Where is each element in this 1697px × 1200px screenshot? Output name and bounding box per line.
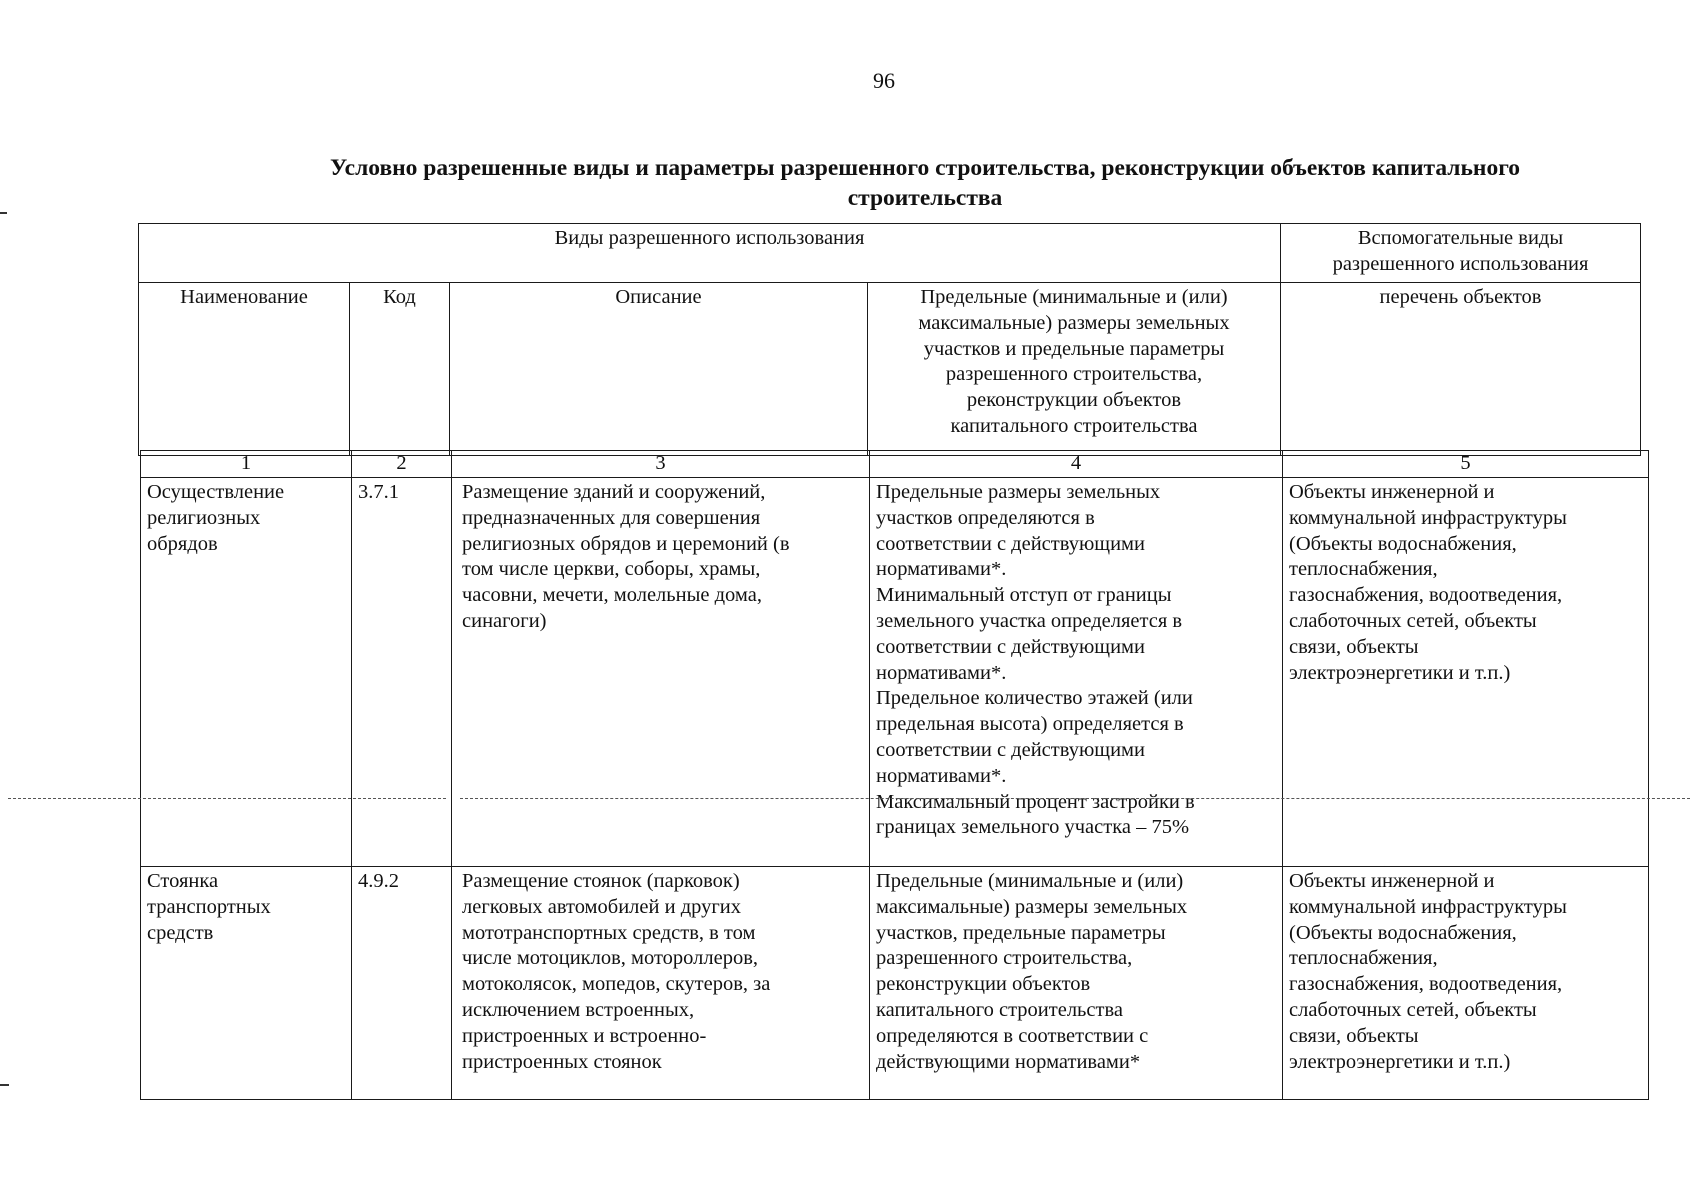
cell-line: транспортных bbox=[147, 895, 271, 918]
cell-line: нормативами*. bbox=[876, 661, 1007, 684]
margin-mark bbox=[0, 1084, 9, 1086]
cell-line: Предельные (минимальные и (или) bbox=[876, 870, 1184, 892]
cell-line: Осуществление bbox=[147, 481, 285, 503]
table-row bbox=[141, 867, 1649, 1100]
page-number: 96 bbox=[873, 68, 895, 93]
cell-line: связи, объекты bbox=[1289, 1024, 1419, 1047]
cell-line: определяются в соответствии с bbox=[876, 1024, 1149, 1047]
cell-line: нормативами*. bbox=[876, 764, 1007, 787]
cell-description bbox=[452, 867, 870, 1100]
cell-line: мотоколясок, мопедов, скутеров, за bbox=[462, 973, 771, 996]
cell-line: Объекты инженерной и bbox=[1289, 870, 1495, 892]
header-limits-line: максимальные) размеры земельных bbox=[918, 311, 1230, 334]
header-limits-line: капитального строительства bbox=[950, 414, 1198, 437]
cell-line: максимальные) размеры земельных bbox=[876, 895, 1188, 918]
column-number: 2 bbox=[352, 451, 452, 478]
cell-line: соответствии с действующими bbox=[876, 635, 1145, 658]
column-number: 3 bbox=[452, 451, 870, 478]
cell-aux bbox=[1283, 478, 1649, 867]
cell-line: теплоснабжения, bbox=[1289, 558, 1438, 581]
cell-line: Размещение зданий и сооружений, bbox=[462, 481, 766, 503]
header-limits-line: участков и предельные параметры bbox=[923, 337, 1225, 360]
header-limits-line: реконструкции объектов bbox=[966, 389, 1182, 412]
cell-line: Стоянка bbox=[147, 870, 219, 892]
cell-line: Объекты инженерной и bbox=[1289, 481, 1495, 503]
title-line: Условно разрешенные виды и параметры разрешенного строительства, реконструкции объектов капитального bbox=[329, 155, 1521, 181]
cell-line: реконструкции объектов bbox=[876, 973, 1091, 996]
cell-line: разрешенного строительства, bbox=[876, 947, 1133, 970]
header-col-limits bbox=[868, 283, 1281, 456]
cell-line: (Объекты водоснабжения, bbox=[1289, 532, 1517, 555]
header-col-aux: перечень объектов bbox=[1281, 283, 1641, 456]
cell-line: участков определяются в bbox=[876, 506, 1095, 529]
cell-line: слаботочных сетей, объекты bbox=[1289, 609, 1537, 632]
scan-fold-line bbox=[8, 798, 446, 799]
cell-line: газоснабжения, водоотведения, bbox=[1289, 584, 1563, 607]
margin-mark bbox=[0, 212, 7, 214]
cell-line: земельного участка определяется в bbox=[876, 609, 1183, 632]
cell-line: слаботочных сетей, объекты bbox=[1289, 998, 1537, 1021]
table-row bbox=[141, 478, 1649, 867]
table-body bbox=[140, 450, 1649, 1100]
cell-line: электроэнергетики и т.п.) bbox=[1289, 1050, 1511, 1073]
cell-line: пристроенных и встроенно- bbox=[462, 1024, 707, 1047]
cell-line: Минимальный отступ от границы bbox=[876, 584, 1172, 607]
cell-line: соответствии с действующими bbox=[876, 738, 1145, 761]
cell-line: действующими нормативами* bbox=[876, 1050, 1141, 1073]
cell-line: религиозных обрядов и церемоний (в bbox=[462, 532, 790, 555]
cell-line: капитального строительства bbox=[876, 998, 1123, 1021]
cell-line: религиозных bbox=[147, 506, 261, 529]
cell-line: электроэнергетики и т.п.) bbox=[1289, 661, 1511, 684]
cell-line: нормативами*. bbox=[876, 558, 1007, 581]
header-col-name: Наименование bbox=[139, 283, 350, 456]
column-number: 1 bbox=[141, 451, 352, 478]
cell-limits bbox=[870, 478, 1283, 867]
header-limits-line: разрешенного строительства, bbox=[945, 363, 1203, 386]
cell-line: мототранспортных средств, в том bbox=[462, 921, 756, 944]
cell-line: исключением встроенных, bbox=[462, 998, 695, 1021]
cell-line: связи, объекты bbox=[1289, 635, 1419, 658]
cell-code: 3.7.1 bbox=[352, 478, 452, 867]
cell-line: газоснабжения, водоотведения, bbox=[1289, 973, 1563, 996]
document-title bbox=[180, 153, 1670, 213]
header-group-aux-line: Вспомогательные виды bbox=[1357, 227, 1564, 249]
cell-line: легковых автомобилей и других bbox=[462, 895, 741, 918]
cell-line: средств bbox=[147, 921, 214, 944]
header-col-desc: Описание bbox=[450, 283, 868, 456]
cell-line: Размещение стоянок (парковок) bbox=[462, 870, 740, 892]
scan-fold-line bbox=[460, 798, 1690, 799]
header-group-aux bbox=[1281, 224, 1641, 283]
cell-line: коммунальной инфраструктуры bbox=[1289, 506, 1567, 529]
column-number-row bbox=[141, 451, 1649, 478]
cell-line: теплоснабжения, bbox=[1289, 947, 1438, 970]
table-header bbox=[138, 223, 1641, 456]
cell-line: пристроенных стоянок bbox=[462, 1050, 662, 1073]
header-limits-line: Предельные (минимальные и (или) bbox=[920, 286, 1228, 308]
cell-line: Предельное количество этажей (или bbox=[876, 687, 1193, 710]
cell-line: предельная высота) определяется в bbox=[876, 713, 1184, 736]
cell-line: Предельные размеры земельных bbox=[876, 481, 1161, 503]
cell-line: обрядов bbox=[147, 532, 218, 555]
cell-line: часовни, мечети, молельные дома, bbox=[462, 584, 762, 607]
title-line: строительства bbox=[847, 185, 1003, 211]
cell-code: 4.9.2 bbox=[352, 867, 452, 1100]
cell-line: числе мотоциклов, мотороллеров, bbox=[462, 947, 759, 970]
column-number: 5 bbox=[1283, 451, 1649, 478]
cell-line: том числе церкви, соборы, храмы, bbox=[462, 558, 761, 581]
cell-line: соответствии с действующими bbox=[876, 532, 1145, 555]
cell-line: синагоги) bbox=[462, 609, 547, 632]
cell-line: коммунальной инфраструктуры bbox=[1289, 895, 1567, 918]
cell-description bbox=[452, 478, 870, 867]
cell-line: участков, предельные параметры bbox=[876, 921, 1166, 944]
cell-line: (Объекты водоснабжения, bbox=[1289, 921, 1517, 944]
header-group-main: Виды разрешенного использования bbox=[139, 224, 1281, 283]
cell-name bbox=[141, 478, 352, 867]
cell-line: Максимальный процент застройки в bbox=[876, 790, 1195, 813]
cell-limits bbox=[870, 867, 1283, 1100]
cell-line: границах земельного участка – 75% bbox=[876, 816, 1190, 839]
header-col-code: Код bbox=[350, 283, 450, 456]
column-number: 4 bbox=[870, 451, 1283, 478]
cell-name bbox=[141, 867, 352, 1100]
cell-line: предназначенных для совершения bbox=[462, 506, 761, 529]
cell-aux bbox=[1283, 867, 1649, 1100]
header-group-aux-line: разрешенного использования bbox=[1332, 252, 1589, 275]
